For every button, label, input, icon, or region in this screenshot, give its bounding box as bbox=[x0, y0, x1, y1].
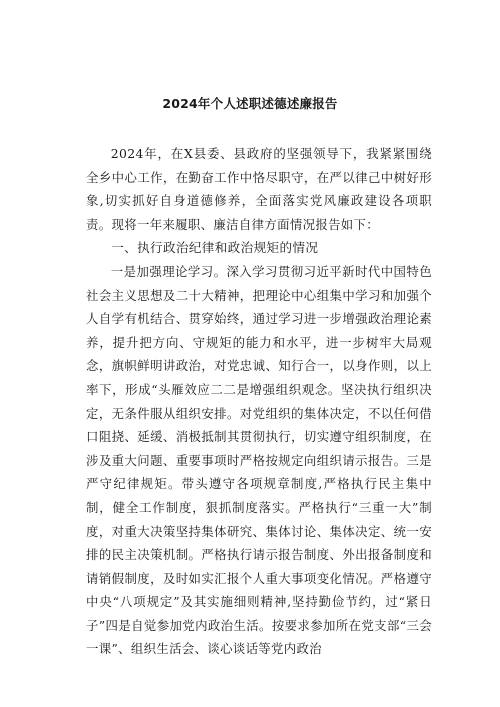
document-title: 2024年个人述职述德述廉报告 bbox=[162, 96, 338, 111]
section-heading-1: 一、执行政治纪律和政治规矩的情况 bbox=[111, 240, 319, 256]
section-1-paragraph: 一是加强理论学习。深入学习贯彻习近平新时代中国特色社会主义思想及二十大精神，把理论中心组集中学习和加强个人自学有机结合、贯穿始终，通过学习进一步增强政治理论素养，提升把方向、守规矩的能力和水平，进一步树牢大局观念，旗帜鲜明讲政治，对党忠诚、知行合一，以身作则，以上率下，形成“头雁效应二二是增强组织观念。坚决执行组织决定，无条件服从组织安排。对党组织的集体决定，不以任何借口阻挠、延缓、消极抵制其贯彻执行，切实遵守组织制度，在涉及重大问题、重要事项时严格按规定向组织请示报告。三是严守纪律规矩。带头遵守各项规章制度,严格执行民主集中制，健全工作制度，狠抓制度落实。严格执行“三重一大”制度，对重大决策坚持集体研究、集体讨论、集体决定、统一安排的民主决策机制。严格执行请示报告制度、外出报备制度和请销假制度，及时如实汇报个人重大事项变化情况。严格遵守中央“八项规定”及其实施细则精神,坚持勤俭节约，过“紧日子”四是自觉参加党内政治生活。按要求参加所在党支部“三会一课”、组织生活会、谈心谈话等党内政治 bbox=[86, 263, 432, 657]
intro-paragraph: 2024年，在X县委、县政府的坚强领导下，我紧紧围绕全乡中心工作，在勤奋工作中恪尽职守，在严以律己中树好形象,切实抓好自身道德修养，全面落实党风廉政建设各项职责。现将一年来履职、廉洁自律方面情况报告如下： bbox=[86, 146, 432, 232]
document-body bbox=[86, 142, 432, 661]
